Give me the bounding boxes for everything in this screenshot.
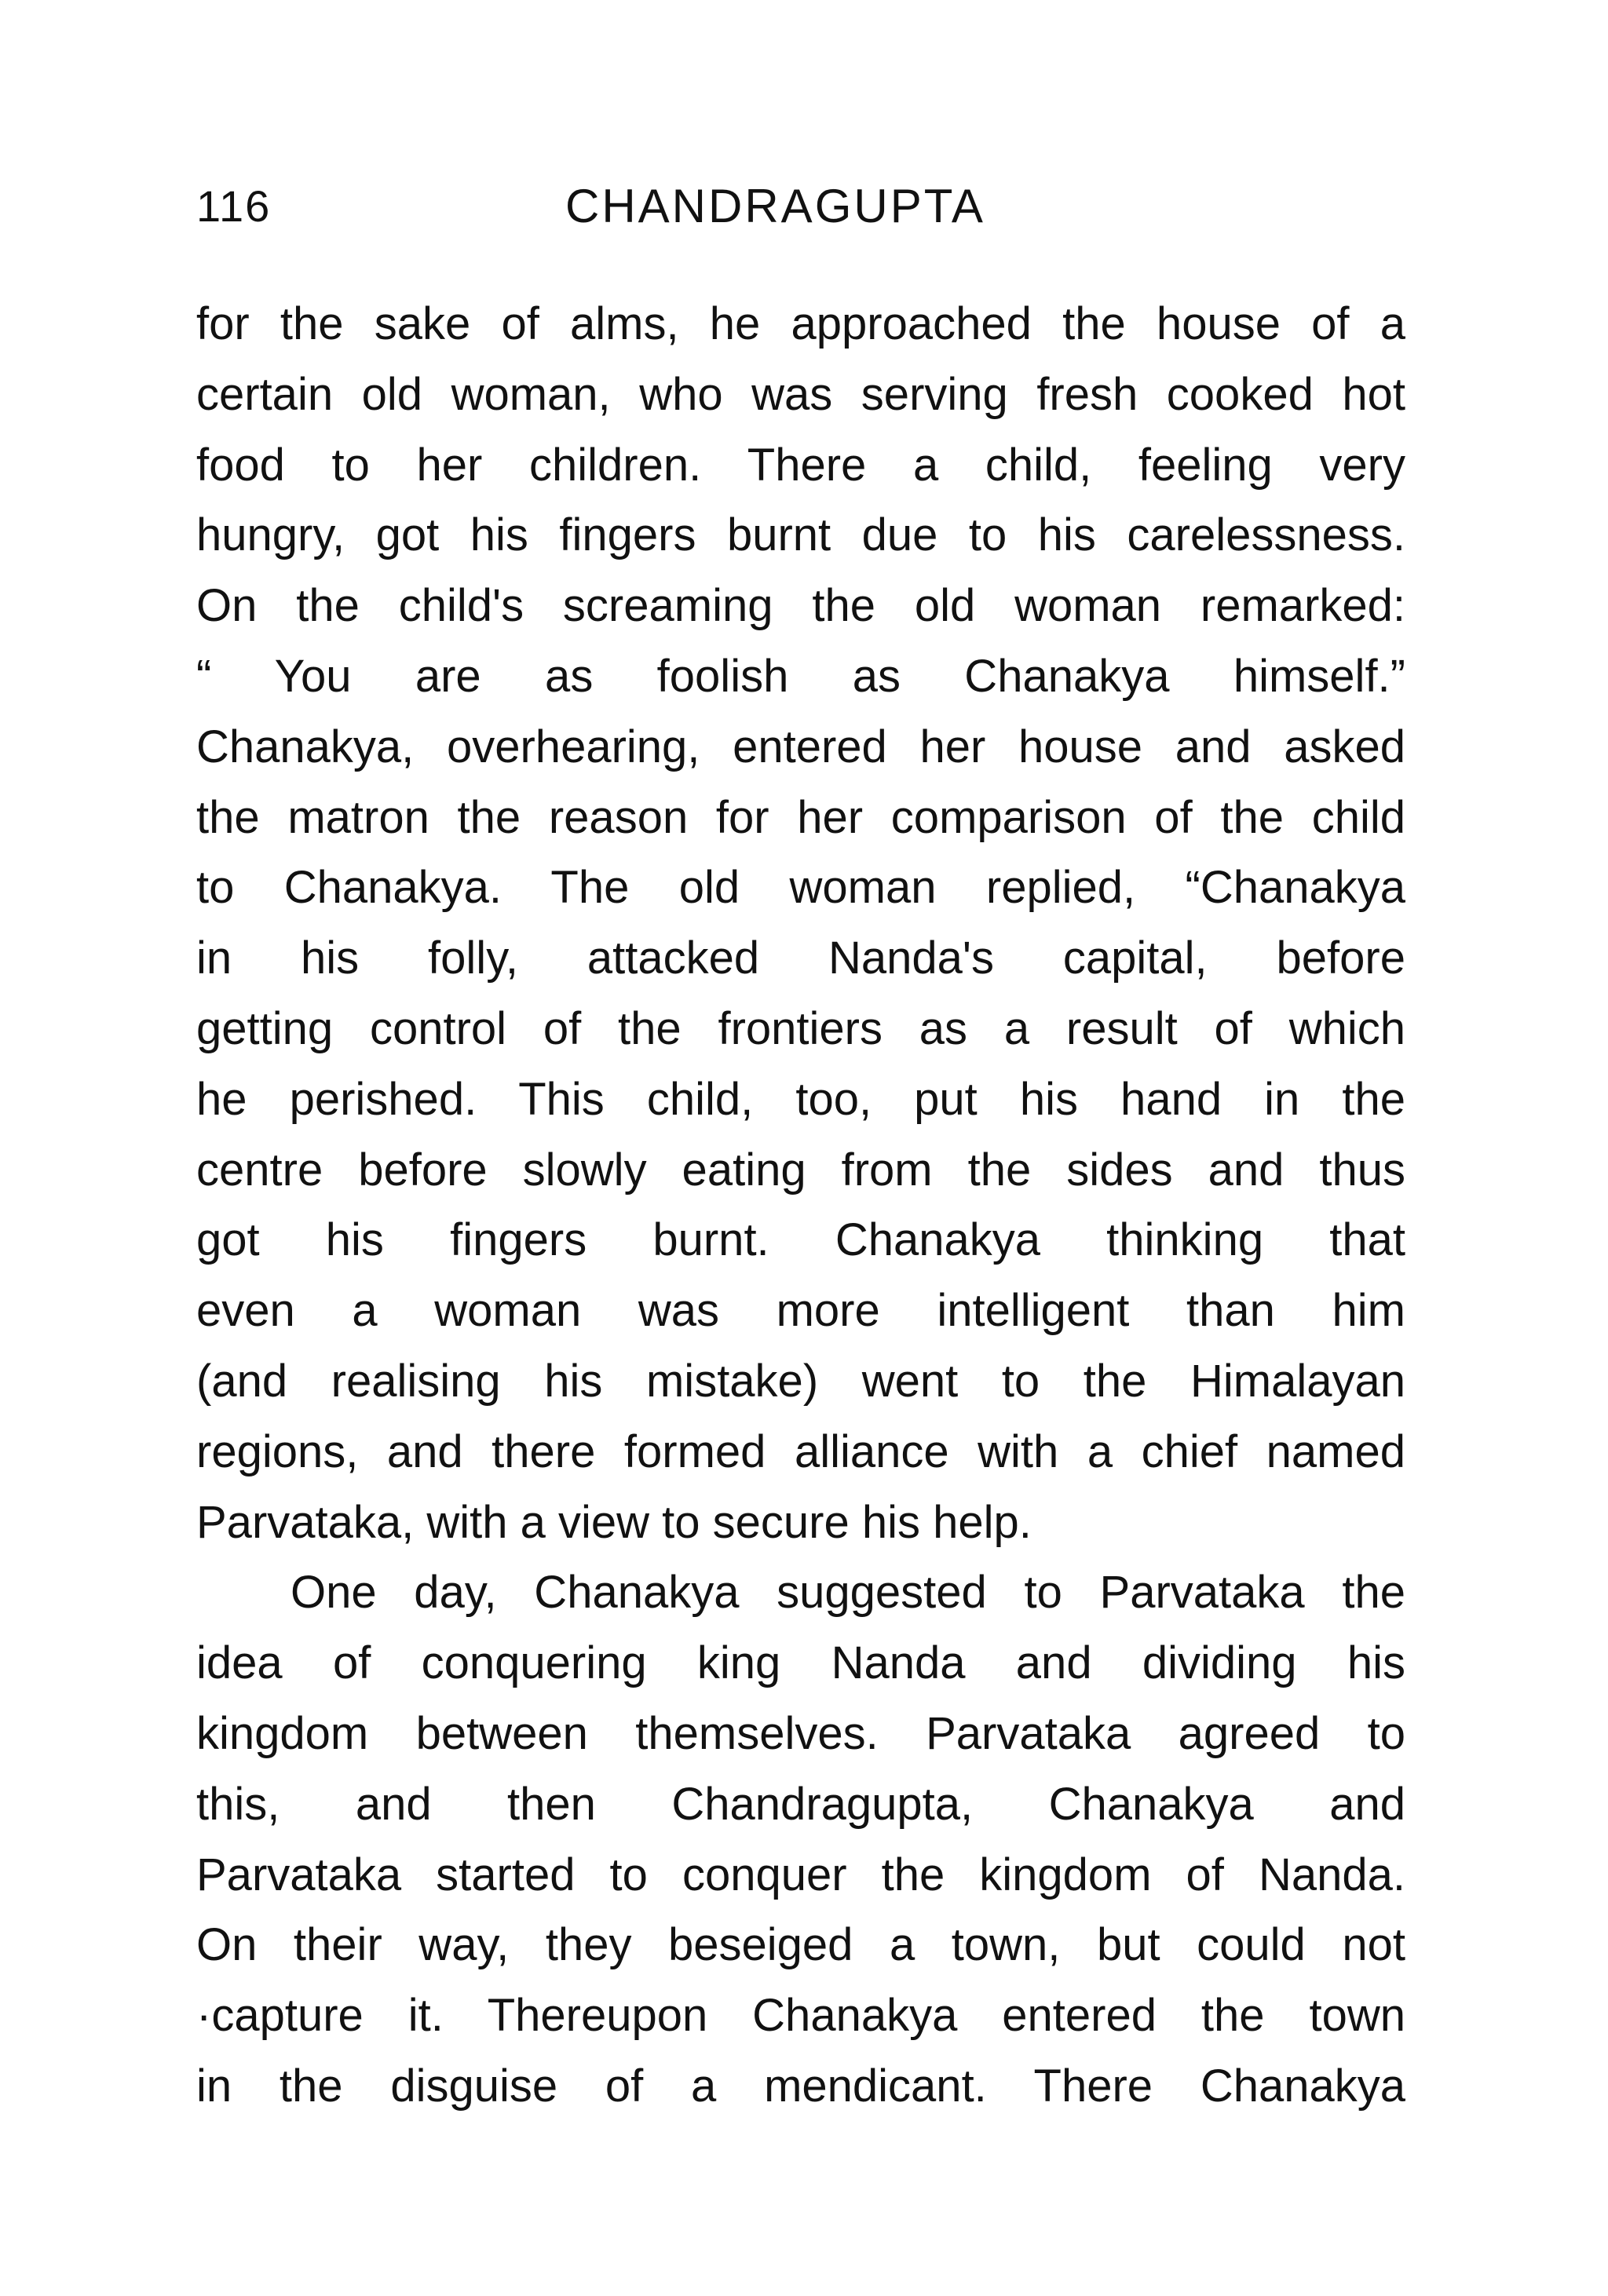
text-line: Parvataka started to conquer the kingdom of Nanda. (196, 1849, 1405, 1900)
page-number: 116 (196, 181, 272, 231)
text-line: Parvataka, with a view to secure his help. (196, 1496, 1032, 1548)
text-line: idea of conquering king Nanda and dividing his (196, 1637, 1405, 1689)
text-line: got his fingers burnt. Chanakya thinking that (196, 1214, 1405, 1266)
text-line: Chanakya, overhearing, entered her house and asked (196, 721, 1405, 772)
text-line: certain old woman, who was serving fresh cooked hot (196, 368, 1405, 420)
text-line: food to her children. There a child, feeling very (196, 439, 1405, 491)
paragraph-2 (196, 1557, 1405, 2121)
text-line: On the child's screaming the old woman remarked: (196, 580, 1405, 632)
text-line: in his folly, attacked Nanda's capital, before (196, 933, 1405, 984)
text-line: hungry, got his fingers burnt due to his carelessness. (196, 509, 1405, 561)
text-line: for the sake of alms, he approached the house of a (196, 298, 1405, 349)
text-line: to Chanakya. The old woman replied, “Chanakya (196, 862, 1405, 914)
text-line: On their way, they beseiged a town, but could not (196, 1919, 1405, 1971)
text-line: regions, and there formed alliance with a chief named (196, 1425, 1405, 1477)
text-line: centre before slowly eating from the sides and thus (196, 1144, 1405, 1195)
text-line: in the disguise of a mendicant. There Chanakya (196, 2060, 1405, 2112)
text-line: “ You are as foolish as Chanakya himself.” (196, 650, 1405, 702)
page-header (196, 171, 1405, 242)
text-line: even a woman was more intelligent than him (196, 1285, 1405, 1337)
page-body (196, 289, 1405, 2122)
text-line: kingdom between themselves. Parvataka agreed to (196, 1707, 1405, 1759)
text-line: One day, Chanakya suggested to Parvataka the (291, 1567, 1405, 1619)
running-title: CHANDRAGUPTA (565, 180, 985, 232)
text-line: the matron the reason for her comparison of the child (196, 791, 1405, 843)
text-line: getting control of the frontiers as a result of which (196, 1002, 1405, 1054)
text-line: (and realising his mistake) went to the Himalayan (196, 1355, 1405, 1407)
text-line: ·capture it. Thereupon Chanakya entered the town (196, 1990, 1405, 2042)
text-line: he perished. This child, too, put his hand in the (196, 1073, 1405, 1125)
text-line: this, and then Chandragupta, Chanakya and (196, 1778, 1405, 1830)
paragraph-1 (196, 289, 1405, 1557)
